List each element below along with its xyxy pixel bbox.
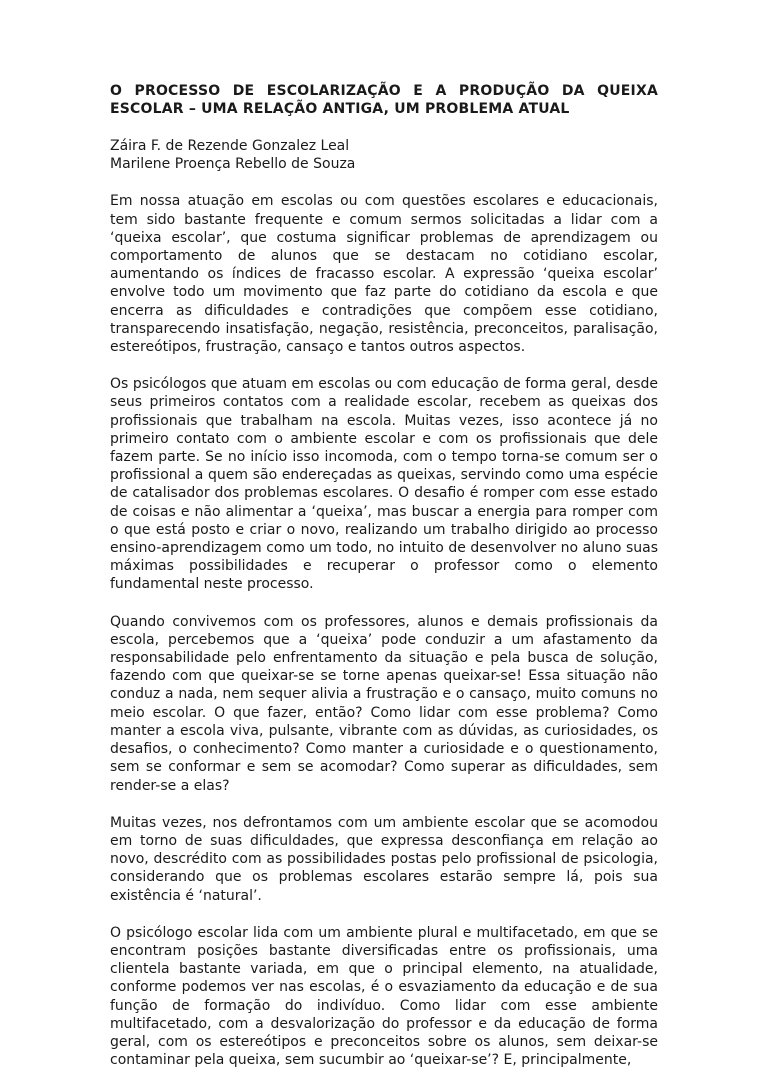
document-page [110,82,658,1088]
document-title: O PROCESSO DE ESCOLARIZAÇÃO E A PRODUÇÃO DA QUEIXA ESCOLAR – UMA RELAÇÃO ANTIGA, UM PROBLEMA ATUAL [110,83,658,117]
author-name: Záira F. de Rezende Gonzalez Leal [110,138,350,154]
body-paragraph: O psicólogo escolar lida com um ambiente plural e multifacetado, em que se encontram posições bastante diversificadas entre os profissionais, uma clientela bastante variada, em que o principal elemento, na atualidade, conforme podemos ver nas escolas, é o esvaziamento da educação e de sua função de formação do indivíduo. Como lidar com esse ambiente multifacetado, com a desvalorização do professor e da educação de forma geral, com os estereótipos e preconceitos sobre os alunos, sem deixar-se contaminar pela queixa, sem sucumbir ao ‘queixar-se’? E, principalmente, [110,924,658,1069]
author-name: Marilene Proença Rebello de Souza [110,156,356,173]
body-paragraph: Os psicólogos que atuam em escolas ou com educação de forma geral, desde seus primeiros contatos com a realidade escolar, recebem as queixas dos profissionais que trabalham na escola. Muitas vezes, isso acontece já no primeiro contato com o ambiente escolar e com os profissionais que dele fazem parte. Se no início isso incomoda, com o tempo torna-se comum ser o profissional a quem são endereçadas as queixas, servindo como uma espécie de catalisador dos problemas escolares. O desafio é romper com esse estado de coisas e não alimentar a ‘queixa’, mas buscar a energia para romper com o que está posto e criar o novo, realizando um trabalho dirigido ao processo ensino-aprendizagem como um todo, no intuito de desenvolver no aluno suas máximas possibilidades e recuperar o professor como o elemento fundamental neste processo. [110,376,658,593]
body-paragraph: Muitas vezes, nos defrontamos com um ambiente escolar que se acomodou em torno de suas dificuldades, que expressa desconfiança em relação ao novo, descrédito com as possibilidades postas pelo profissional de psicologia, considerando que os problemas escolares estarão sempre lá, pois sua existência é ‘natural’. [110,814,658,904]
author-list [110,137,658,173]
body-paragraph: Quando convivemos com os professores, alunos e demais profissionais da escola, percebemos que a ‘queixa’ pode conduzir a um afastamento da responsabilidade pelo enfrentamento da situação e pela busca de solução, fazendo com que queixar-se se torne apenas queixar-se! Essa situação não conduz a nada, nem sequer alivia a frustração e o cansaço, muito comuns no meio escolar. O que fazer, então? Como lidar com esse problema? Como manter a escola viva, pulsante, vibrante com as dúvidas, as curiosidades, os desafios, o conhecimento? Como manter a curiosidade e o questionamento, sem se conformar e sem se acomodar? Como superar as dificuldades, sem render-se a elas? [110,613,658,794]
body-paragraph: Em nossa atuação em escolas ou com questões escolares e educacionais, tem sido bastante frequente e comum sermos solicitadas a lidar com a ‘queixa escolar’, que costuma significar problemas de aprendizagem ou comportamento de alunos que se destacam no cotidiano escolar, aumentando os índices de fracasso escolar. A expressão ‘queixa escolar’ envolve todo um movimento que faz parte do cotidiano da escola e que encerra as dificuldades e contradições que compõem esse cotidiano, transparecendo insatisfação, negação, resistência, preconceitos, paralisação, estereótipos, frustração, cansaço e tantos outros aspectos. [110,193,658,356]
